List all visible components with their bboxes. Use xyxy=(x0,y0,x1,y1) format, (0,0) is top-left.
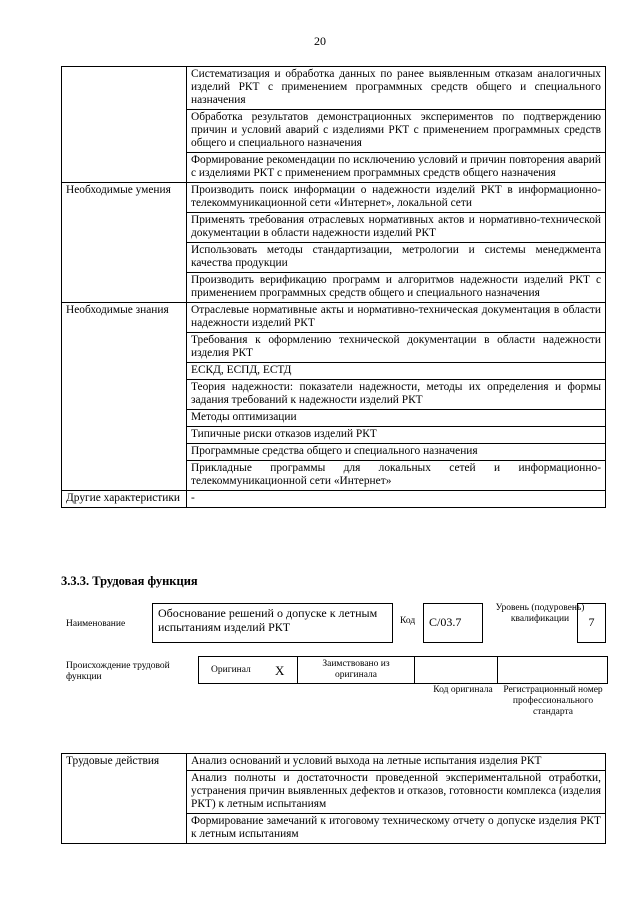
section-title: 3.3.3. Трудовая функция xyxy=(61,574,198,588)
table-row xyxy=(62,303,606,333)
function-name-field: Обоснование решений о допуске к летным испытаниям изделий РКТ xyxy=(152,603,393,643)
row-item: Программные средства общего и специального назначения xyxy=(187,444,606,461)
page-number: 20 xyxy=(314,34,326,48)
row-item: Требования к оформлению технической документации в области надежности изделия РКТ xyxy=(187,333,606,363)
row-item: Теория надежности: показатели надежности, методы их определения и формы задания требований к надежности изделий РКТ xyxy=(187,380,606,410)
row-item: Типичные риски отказов изделий РКТ xyxy=(187,427,606,444)
row-item: Обработка результатов демонстрационных экспериментов по подтверждению причин и условий аварий с изделиями РКТ с применением программных средств общего и специального назначения xyxy=(187,110,606,153)
row-item: Анализ оснований и условий выхода на летные испытания изделия РКТ xyxy=(187,754,606,771)
row-label: Другие характеристики xyxy=(62,491,187,508)
row-label: Трудовые действия xyxy=(62,754,187,844)
row-item: Систематизация и обработка данных по ранее выявленным отказам аналогичных изделий РКТ с применением программных средств общего и специального назначения xyxy=(187,67,606,110)
table-row xyxy=(62,183,606,213)
name-label: Наименование xyxy=(66,619,126,629)
row-item: Методы оптимизации xyxy=(187,410,606,427)
row-item: ЕСКД, ЕСПД, ЕСТД xyxy=(187,363,606,380)
row-item: Формирование замечаний к итоговому техническому отчету о допуске изделия РКТ к летным испытаниям xyxy=(187,814,606,844)
row-item: Прикладные программы для локальных сетей и информационно-телекоммуникационной сети «Интернет» xyxy=(187,461,606,491)
table-row xyxy=(62,754,606,771)
row-item: - xyxy=(187,491,606,508)
row-label: Необходимые знания xyxy=(62,303,187,491)
row-item: Производить верификацию программ и алгоритмов надежности изделий РКТ с применением программных средств общего и специального назначения xyxy=(187,273,606,303)
row-label xyxy=(62,67,187,183)
row-item: Производить поиск информации о надежности изделий РКТ в информационно-телекоммуникационной сети «Интернет», локальной сети xyxy=(187,183,606,213)
skills-knowledge-table xyxy=(61,66,606,508)
row-item: Анализ полноты и достаточности проведенной экспериментальной отработки, устранения причин выявленных дефектов и отказов, готовности комплекса (изделия РКТ) к летным испытаниям xyxy=(187,771,606,814)
qualification-level-label: Уровень (подуровень) квалификации xyxy=(495,603,585,624)
code-original-caption: Код оригинала xyxy=(433,685,493,695)
labor-actions-table xyxy=(61,753,606,844)
origin-label: Происхождение трудовой функции xyxy=(66,661,170,682)
qualification-level-field: 7 xyxy=(577,603,606,643)
row-item: Отраслевые нормативные акты и нормативно-техническая документация в области надежности изделий РКТ xyxy=(187,303,606,333)
origin-box xyxy=(198,656,608,684)
row-item: Формирование рекомендации по исключению условий и причин повторения аварий с изделиями РКТ с применением программных средств общего назначения xyxy=(187,153,606,183)
function-code-field: C/03.7 xyxy=(423,603,483,643)
code-label: Код xyxy=(400,616,416,626)
reg-number-caption: Регистрационный номер профессионального стандарта xyxy=(503,685,603,717)
original-mark: X xyxy=(275,663,285,678)
original-label: Оригинал xyxy=(211,665,251,675)
table-row xyxy=(62,491,606,508)
row-label: Необходимые умения xyxy=(62,183,187,303)
row-item: Использовать методы стандартизации, метрологии и системы менеджмента качества продукции xyxy=(187,243,606,273)
borrowed-label: Заимствовано из оригинала xyxy=(322,659,390,680)
row-item: Применять требования отраслевых нормативных актов и нормативно-технической документации в области надежности изделий РКТ xyxy=(187,213,606,243)
table-row xyxy=(62,67,606,110)
